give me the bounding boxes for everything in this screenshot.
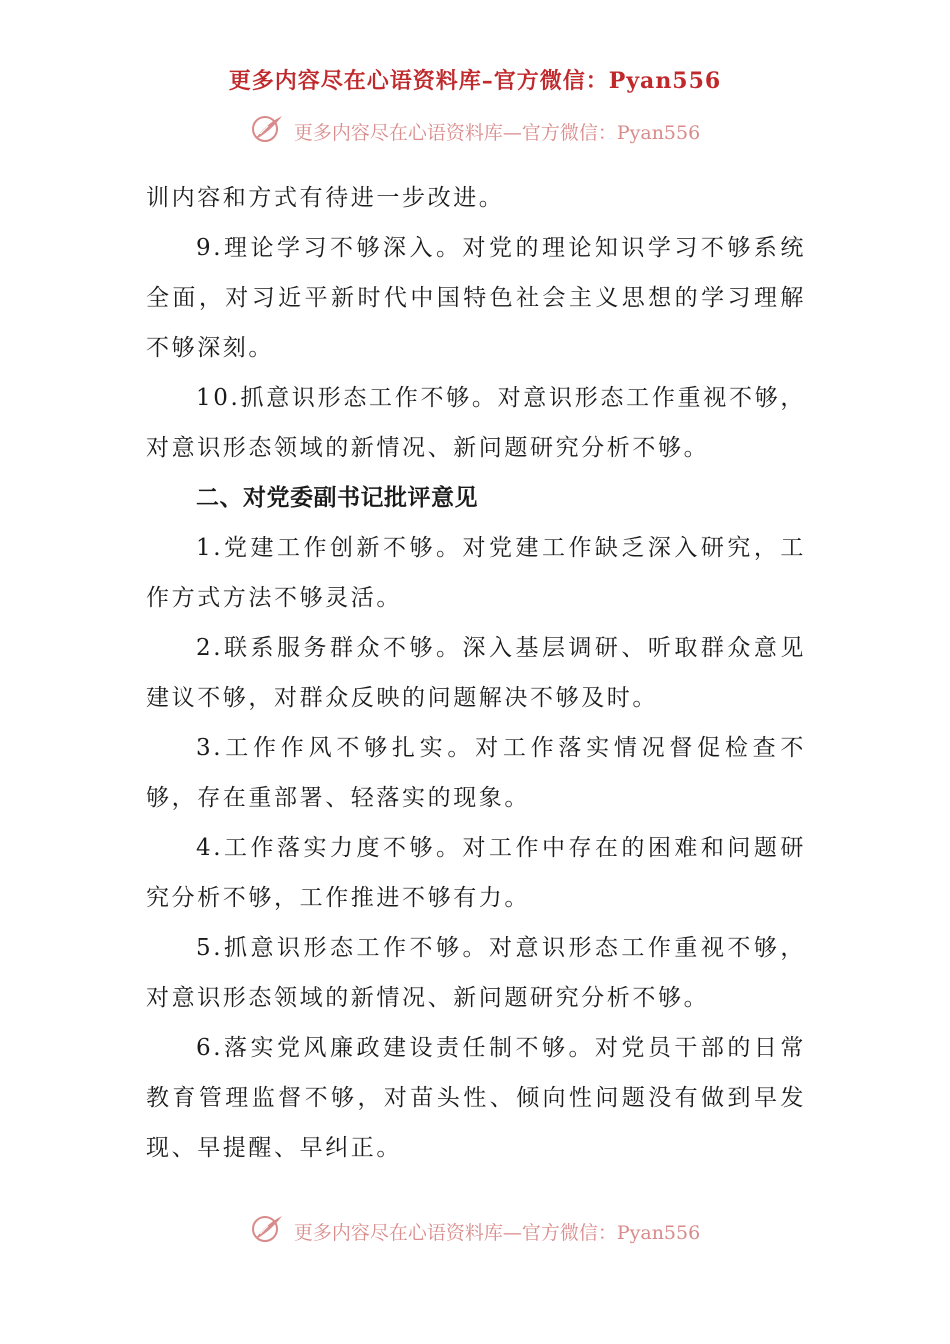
paragraph-continuation: 训内容和方式有待进一步改进。 [146,185,505,211]
quill-logo-icon [250,114,284,149]
paragraph-item-9: 9.理论学习不够深入。对党的理论知识学习不够系统全面，对习近平新时代中国特色社会主义思想的学习理解不够深刻。 [146,235,806,361]
quill-logo-icon [250,1214,284,1249]
paragraph-item-1: 1.党建工作创新不够。对党建工作缺乏深入研究，工作方式方法不够灵活。 [146,535,806,611]
header-watermark [0,114,950,149]
footer-watermark [0,1214,950,1249]
document-body [146,173,806,1173]
paragraph-item-4: 4.工作落实力度不够。对工作中存在的困难和问题研究分析不够，工作推进不够有力。 [146,835,806,911]
paragraph-item-2: 2.联系服务群众不够。深入基层调研、听取群众意见建议不够，对群众反映的问题解决不够及时。 [146,635,806,711]
paragraph-item-6: 6.落实党风廉政建设责任制不够。对党员干部的日常教育管理监督不够，对苗头性、倾向性问题没有做到早发现、早提醒、早纠正。 [146,1035,806,1161]
section-heading: 二、对党委副书记批评意见 [196,485,478,511]
header-watermark-text: 更多内容尽在心语资料库—官方微信：Pyan556 [293,122,701,144]
footer-watermark-text: 更多内容尽在心语资料库—官方微信：Pyan556 [293,1222,701,1244]
paragraph-item-10: 10.抓意识形态工作不够。对意识形态工作重视不够，对意识形态领域的新情况、新问题研究分析不够。 [146,385,806,461]
paragraph-item-3: 3.工作作风不够扎实。对工作落实情况督促检查不够，存在重部署、轻落实的现象。 [146,735,806,811]
top-banner: 更多内容尽在心语资料库–官方微信：Pyan556 [228,68,722,94]
paragraph-item-5: 5.抓意识形态工作不够。对意识形态工作重视不够，对意识形态领域的新情况、新问题研究分析不够。 [146,935,806,1011]
